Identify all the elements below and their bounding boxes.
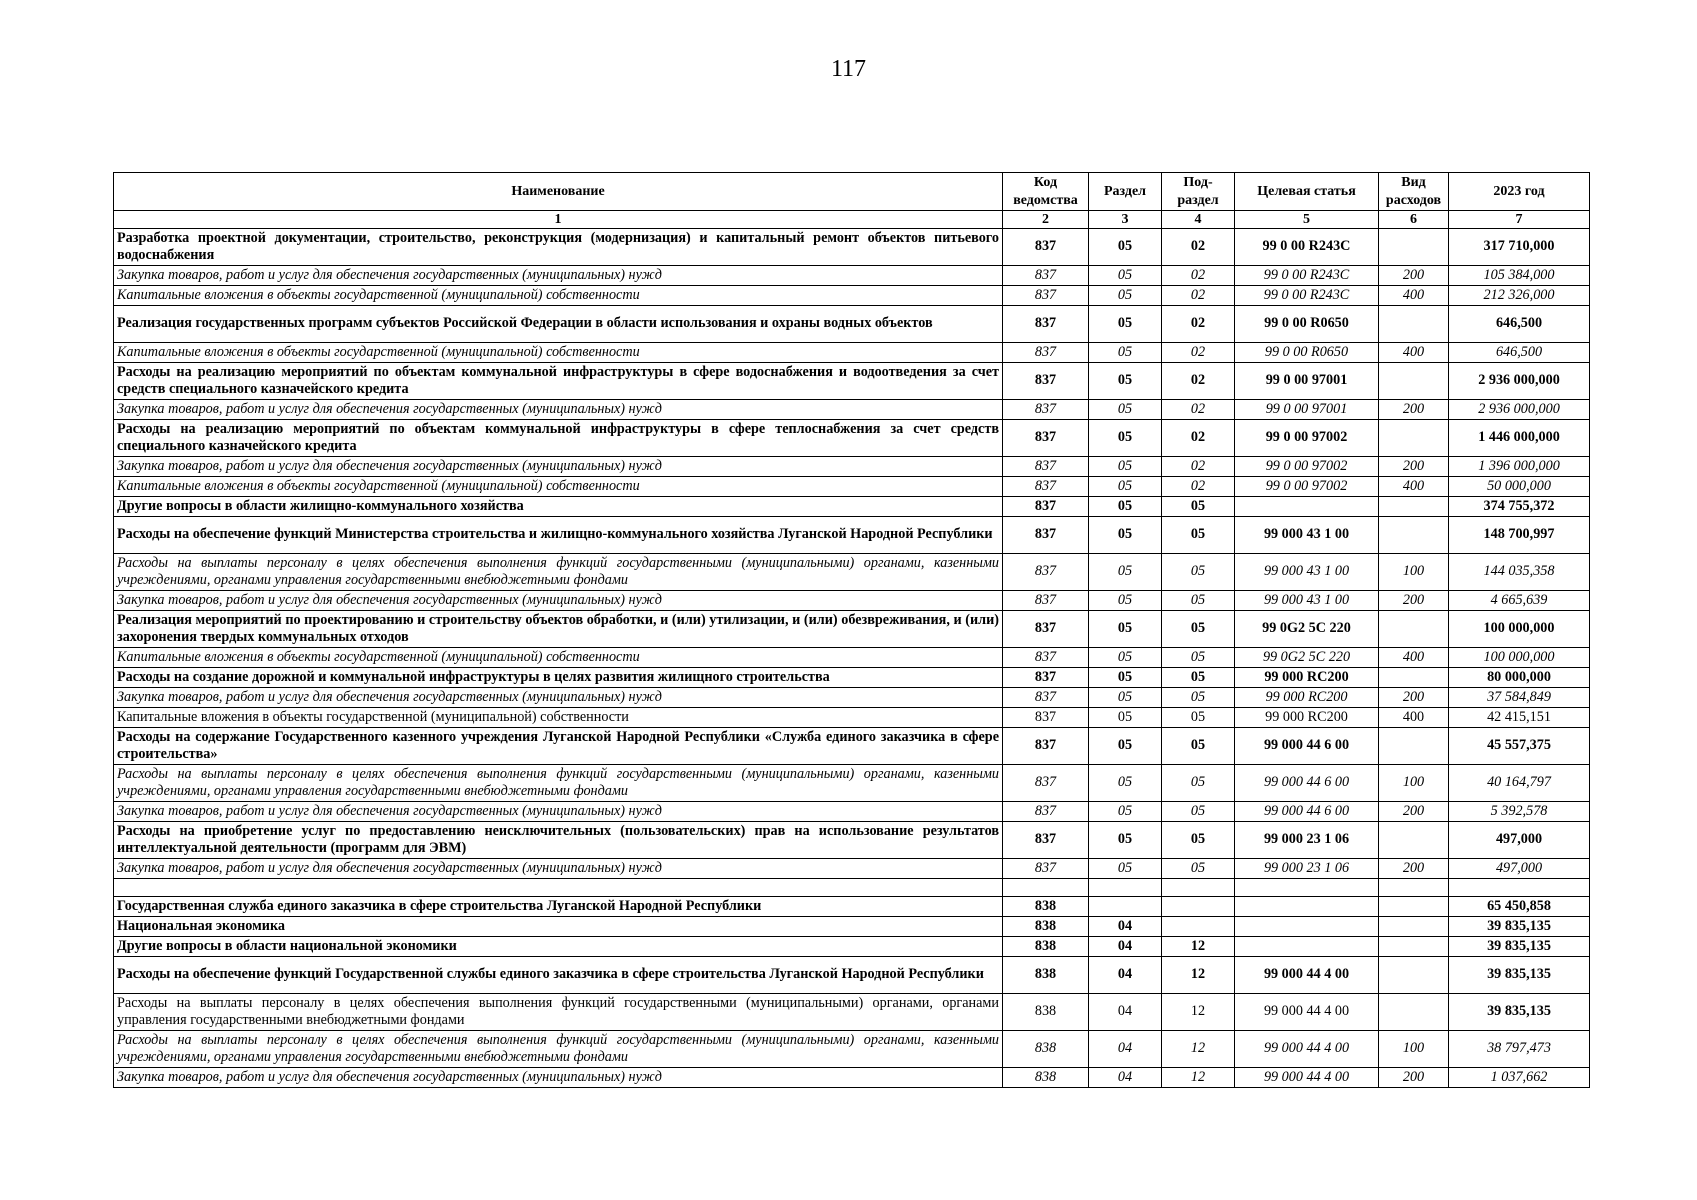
row-expense-type bbox=[1379, 728, 1449, 765]
table-row bbox=[114, 708, 1590, 728]
row-department-code: 837 bbox=[1003, 457, 1089, 477]
row-subsection: 02 bbox=[1162, 306, 1235, 343]
row-department-code: 837 bbox=[1003, 497, 1089, 517]
header-subsection: Под-раздел bbox=[1162, 173, 1235, 211]
table-row bbox=[114, 937, 1590, 957]
row-subsection: 12 bbox=[1162, 1068, 1235, 1088]
row-expense-type: 200 bbox=[1379, 266, 1449, 286]
row-subsection: 05 bbox=[1162, 765, 1235, 802]
row-subsection: 05 bbox=[1162, 591, 1235, 611]
row-section: 05 bbox=[1089, 708, 1162, 728]
header-target-item: Целевая статья bbox=[1235, 173, 1379, 211]
table-row bbox=[114, 420, 1590, 457]
row-name: Капитальные вложения в объекты государственной (муниципальной) собственности bbox=[114, 477, 1003, 497]
row-amount: 39 835,135 bbox=[1449, 957, 1590, 994]
row-subsection: 05 bbox=[1162, 708, 1235, 728]
row-expense-type: 100 bbox=[1379, 1031, 1449, 1068]
row-department-code: 837 bbox=[1003, 286, 1089, 306]
row-amount: 39 835,135 bbox=[1449, 994, 1590, 1031]
row-department-code: 837 bbox=[1003, 517, 1089, 554]
table-row bbox=[114, 497, 1590, 517]
row-target-item: 99 0 00 97002 bbox=[1235, 420, 1379, 457]
table-row bbox=[114, 477, 1590, 497]
row-target-item: 99 000 44 6 00 bbox=[1235, 765, 1379, 802]
row-expense-type bbox=[1379, 822, 1449, 859]
row-amount: 65 450,858 bbox=[1449, 897, 1590, 917]
row-section: 05 bbox=[1089, 477, 1162, 497]
row-section: 05 bbox=[1089, 668, 1162, 688]
row-name: Разработка проектной документации, строительство, реконструкция (модернизация) и капитальный ремонт объектов питьевого водоснабжения bbox=[114, 229, 1003, 266]
row-subsection bbox=[1162, 897, 1235, 917]
header-section: Раздел bbox=[1089, 173, 1162, 211]
row-amount: 317 710,000 bbox=[1449, 229, 1590, 266]
row-expense-type: 400 bbox=[1379, 708, 1449, 728]
row-expense-type bbox=[1379, 306, 1449, 343]
table-row bbox=[114, 1068, 1590, 1088]
row-target-item: 99 000 23 1 06 bbox=[1235, 859, 1379, 879]
row-subsection: 02 bbox=[1162, 343, 1235, 363]
row-target-item: 99 0G2 5C 220 bbox=[1235, 648, 1379, 668]
row-expense-type bbox=[1379, 229, 1449, 266]
row-subsection: 05 bbox=[1162, 668, 1235, 688]
table-row bbox=[114, 229, 1590, 266]
row-target-item: 99 000 RC200 bbox=[1235, 688, 1379, 708]
row-department-code: 838 bbox=[1003, 897, 1089, 917]
row-amount: 39 835,135 bbox=[1449, 937, 1590, 957]
row-subsection: 05 bbox=[1162, 648, 1235, 668]
row-name: Закупка товаров, работ и услуг для обеспечения государственных (муниципальных) нужд bbox=[114, 859, 1003, 879]
row-expense-type bbox=[1379, 363, 1449, 400]
column-number: 6 bbox=[1379, 211, 1449, 229]
table-row bbox=[114, 400, 1590, 420]
row-name: Закупка товаров, работ и услуг для обеспечения государственных (муниципальных) нужд bbox=[114, 400, 1003, 420]
row-amount: 148 700,997 bbox=[1449, 517, 1590, 554]
row-target-item: 99 000 44 6 00 bbox=[1235, 802, 1379, 822]
table-row bbox=[114, 728, 1590, 765]
row-name: Расходы на создание дорожной и коммунальной инфраструктуры в целях развития жилищного строительства bbox=[114, 668, 1003, 688]
row-section: 05 bbox=[1089, 765, 1162, 802]
row-department-code: 837 bbox=[1003, 400, 1089, 420]
row-section bbox=[1089, 897, 1162, 917]
row-target-item: 99 0 00 97002 bbox=[1235, 477, 1379, 497]
row-subsection: 12 bbox=[1162, 957, 1235, 994]
row-department-code: 838 bbox=[1003, 957, 1089, 994]
row-department-code: 837 bbox=[1003, 648, 1089, 668]
row-section: 04 bbox=[1089, 957, 1162, 994]
row-section: 05 bbox=[1089, 400, 1162, 420]
row-department-code: 838 bbox=[1003, 1068, 1089, 1088]
row-name: Закупка товаров, работ и услуг для обеспечения государственных (муниципальных) нужд bbox=[114, 266, 1003, 286]
table-row bbox=[114, 859, 1590, 879]
table-header bbox=[114, 173, 1590, 229]
row-subsection: 12 bbox=[1162, 994, 1235, 1031]
row-target-item: 99 0 00 97002 bbox=[1235, 457, 1379, 477]
row-name bbox=[114, 879, 1003, 897]
row-name: Капитальные вложения в объекты государственной (муниципальной) собственности bbox=[114, 286, 1003, 306]
row-amount: 212 326,000 bbox=[1449, 286, 1590, 306]
row-section: 04 bbox=[1089, 937, 1162, 957]
row-target-item: 99 000 23 1 06 bbox=[1235, 822, 1379, 859]
row-expense-type bbox=[1379, 937, 1449, 957]
row-section: 05 bbox=[1089, 802, 1162, 822]
table-row bbox=[114, 765, 1590, 802]
row-subsection: 05 bbox=[1162, 728, 1235, 765]
row-name: Реализация мероприятий по проектированию и строительству объектов обработки, и (или) утилизации, и (или) обезвреживания, и (или) захоронения твердых коммунальных отходов bbox=[114, 611, 1003, 648]
row-expense-type bbox=[1379, 517, 1449, 554]
row-subsection: 02 bbox=[1162, 477, 1235, 497]
row-department-code: 838 bbox=[1003, 1031, 1089, 1068]
row-section: 05 bbox=[1089, 688, 1162, 708]
table-row bbox=[114, 517, 1590, 554]
row-target-item: 99 0 00 R243C bbox=[1235, 266, 1379, 286]
row-amount: 5 392,578 bbox=[1449, 802, 1590, 822]
row-department-code: 837 bbox=[1003, 822, 1089, 859]
row-expense-type bbox=[1379, 668, 1449, 688]
row-target-item: 99 000 43 1 00 bbox=[1235, 591, 1379, 611]
row-expense-type bbox=[1379, 957, 1449, 994]
row-department-code: 837 bbox=[1003, 591, 1089, 611]
row-subsection: 02 bbox=[1162, 266, 1235, 286]
row-amount: 100 000,000 bbox=[1449, 611, 1590, 648]
row-amount: 37 584,849 bbox=[1449, 688, 1590, 708]
row-target-item: 99 000 44 4 00 bbox=[1235, 957, 1379, 994]
row-name: Закупка товаров, работ и услуг для обеспечения государственных (муниципальных) нужд bbox=[114, 688, 1003, 708]
row-department-code: 837 bbox=[1003, 343, 1089, 363]
table-row bbox=[114, 802, 1590, 822]
row-amount: 4 665,639 bbox=[1449, 591, 1590, 611]
row-subsection: 02 bbox=[1162, 363, 1235, 400]
row-target-item: 99 0 00 R0650 bbox=[1235, 306, 1379, 343]
table-row bbox=[114, 343, 1590, 363]
row-section: 05 bbox=[1089, 306, 1162, 343]
row-amount: 105 384,000 bbox=[1449, 266, 1590, 286]
page-number: 117 bbox=[830, 56, 867, 82]
table-row bbox=[114, 822, 1590, 859]
header-expense-type: Вид расходов bbox=[1379, 173, 1449, 211]
header-year-2023: 2023 год bbox=[1449, 173, 1590, 211]
row-name: Другие вопросы в области жилищно-коммунального хозяйства bbox=[114, 497, 1003, 517]
row-expense-type: 100 bbox=[1379, 765, 1449, 802]
row-department-code bbox=[1003, 879, 1089, 897]
row-target-item bbox=[1235, 497, 1379, 517]
row-expense-type: 400 bbox=[1379, 286, 1449, 306]
row-subsection: 02 bbox=[1162, 286, 1235, 306]
row-section: 05 bbox=[1089, 286, 1162, 306]
table-body bbox=[114, 229, 1590, 1088]
row-subsection: 05 bbox=[1162, 822, 1235, 859]
row-amount: 497,000 bbox=[1449, 859, 1590, 879]
row-department-code: 838 bbox=[1003, 917, 1089, 937]
column-number: 2 bbox=[1003, 211, 1089, 229]
row-target-item: 99 0G2 5C 220 bbox=[1235, 611, 1379, 648]
row-expense-type: 400 bbox=[1379, 648, 1449, 668]
row-amount: 646,500 bbox=[1449, 306, 1590, 343]
row-section: 04 bbox=[1089, 1031, 1162, 1068]
row-target-item: 99 000 RC200 bbox=[1235, 668, 1379, 688]
row-section: 05 bbox=[1089, 497, 1162, 517]
row-section: 04 bbox=[1089, 994, 1162, 1031]
row-name: Расходы на выплаты персоналу в целях обеспечения выполнения функций государственными (муниципальными) органами, казенными учреждениями, органами управления государственными внебюджетными фондами bbox=[114, 1031, 1003, 1068]
row-amount: 1 037,662 bbox=[1449, 1068, 1590, 1088]
table-row bbox=[114, 917, 1590, 937]
row-expense-type bbox=[1379, 497, 1449, 517]
row-amount: 497,000 bbox=[1449, 822, 1590, 859]
row-expense-type: 200 bbox=[1379, 400, 1449, 420]
table-row bbox=[114, 688, 1590, 708]
row-name: Реализация государственных программ субъектов Российской Федерации в области использования и охраны водных объектов bbox=[114, 306, 1003, 343]
table-row bbox=[114, 611, 1590, 648]
table-row bbox=[114, 957, 1590, 994]
row-amount: 80 000,000 bbox=[1449, 668, 1590, 688]
row-amount: 40 164,797 bbox=[1449, 765, 1590, 802]
row-name: Закупка товаров, работ и услуг для обеспечения государственных (муниципальных) нужд bbox=[114, 802, 1003, 822]
budget-table bbox=[113, 172, 1590, 1088]
row-expense-type bbox=[1379, 917, 1449, 937]
column-number: 7 bbox=[1449, 211, 1590, 229]
table-row bbox=[114, 363, 1590, 400]
row-subsection: 05 bbox=[1162, 554, 1235, 591]
row-subsection bbox=[1162, 879, 1235, 897]
row-target-item: 99 000 44 6 00 bbox=[1235, 728, 1379, 765]
row-department-code: 838 bbox=[1003, 937, 1089, 957]
row-department-code: 837 bbox=[1003, 765, 1089, 802]
table-row bbox=[114, 648, 1590, 668]
row-name: Другие вопросы в области национальной экономики bbox=[114, 937, 1003, 957]
row-section: 05 bbox=[1089, 611, 1162, 648]
table-row bbox=[114, 266, 1590, 286]
row-subsection: 05 bbox=[1162, 517, 1235, 554]
row-name: Расходы на реализацию мероприятий по объектам коммунальной инфраструктуры в сфере теплоснабжения за счет средств специального казначейского кредита bbox=[114, 420, 1003, 457]
row-department-code: 837 bbox=[1003, 266, 1089, 286]
row-expense-type: 200 bbox=[1379, 457, 1449, 477]
row-subsection: 02 bbox=[1162, 420, 1235, 457]
row-expense-type: 200 bbox=[1379, 859, 1449, 879]
row-amount: 100 000,000 bbox=[1449, 648, 1590, 668]
row-amount: 374 755,372 bbox=[1449, 497, 1590, 517]
row-section: 05 bbox=[1089, 343, 1162, 363]
row-amount: 646,500 bbox=[1449, 343, 1590, 363]
row-department-code: 837 bbox=[1003, 728, 1089, 765]
row-name: Расходы на содержание Государственного казенного учреждения Луганской Народной Республики «Служба единого заказчика в сфере строительства» bbox=[114, 728, 1003, 765]
row-subsection: 05 bbox=[1162, 688, 1235, 708]
row-expense-type: 200 bbox=[1379, 1068, 1449, 1088]
row-expense-type: 200 bbox=[1379, 802, 1449, 822]
row-name: Расходы на обеспечение функций Министерства строительства и жилищно-коммунального хозяйства Луганской Народной Республики bbox=[114, 517, 1003, 554]
table-row bbox=[114, 668, 1590, 688]
row-amount: 2 936 000,000 bbox=[1449, 400, 1590, 420]
row-section: 05 bbox=[1089, 517, 1162, 554]
row-amount: 50 000,000 bbox=[1449, 477, 1590, 497]
row-name: Закупка товаров, работ и услуг для обеспечения государственных (муниципальных) нужд bbox=[114, 1068, 1003, 1088]
row-department-code: 837 bbox=[1003, 554, 1089, 591]
row-amount: 38 797,473 bbox=[1449, 1031, 1590, 1068]
row-name: Закупка товаров, работ и услуг для обеспечения государственных (муниципальных) нужд bbox=[114, 457, 1003, 477]
row-subsection: 05 bbox=[1162, 802, 1235, 822]
row-section: 05 bbox=[1089, 363, 1162, 400]
row-target-item: 99 0 00 97001 bbox=[1235, 400, 1379, 420]
row-expense-type: 200 bbox=[1379, 591, 1449, 611]
row-target-item: 99 000 44 4 00 bbox=[1235, 1068, 1379, 1088]
row-expense-type: 200 bbox=[1379, 688, 1449, 708]
row-target-item: 99 000 44 4 00 bbox=[1235, 994, 1379, 1031]
row-subsection: 12 bbox=[1162, 937, 1235, 957]
column-number: 1 bbox=[114, 211, 1003, 229]
row-section: 05 bbox=[1089, 266, 1162, 286]
row-amount: 1 396 000,000 bbox=[1449, 457, 1590, 477]
row-section bbox=[1089, 879, 1162, 897]
row-amount: 1 446 000,000 bbox=[1449, 420, 1590, 457]
row-section: 05 bbox=[1089, 859, 1162, 879]
row-department-code: 837 bbox=[1003, 420, 1089, 457]
row-section: 05 bbox=[1089, 591, 1162, 611]
row-subsection: 05 bbox=[1162, 611, 1235, 648]
header-department-code: Код ведомства bbox=[1003, 173, 1089, 211]
table-row bbox=[114, 457, 1590, 477]
table-row bbox=[114, 994, 1590, 1031]
header-name: Наименование bbox=[114, 173, 1003, 211]
row-name: Расходы на реализацию мероприятий по объектам коммунальной инфраструктуры в сфере водоснабжения и водоотведения за счет средств специального казначейского кредита bbox=[114, 363, 1003, 400]
row-department-code: 837 bbox=[1003, 688, 1089, 708]
row-department-code: 837 bbox=[1003, 859, 1089, 879]
row-name: Расходы на обеспечение функций Государственной службы единого заказчика в сфере строительства Луганской Народной Республики bbox=[114, 957, 1003, 994]
row-name: Национальная экономика bbox=[114, 917, 1003, 937]
column-number: 3 bbox=[1089, 211, 1162, 229]
row-expense-type: 100 bbox=[1379, 554, 1449, 591]
row-section: 05 bbox=[1089, 822, 1162, 859]
table-row bbox=[114, 879, 1590, 897]
table-row bbox=[114, 286, 1590, 306]
row-expense-type bbox=[1379, 994, 1449, 1031]
row-department-code: 837 bbox=[1003, 477, 1089, 497]
row-department-code: 837 bbox=[1003, 611, 1089, 648]
row-target-item: 99 0 00 R243C bbox=[1235, 229, 1379, 266]
row-name: Государственная служба единого заказчика в сфере строительства Луганской Народной Республики bbox=[114, 897, 1003, 917]
row-name: Расходы на выплаты персоналу в целях обеспечения выполнения функций государственными (муниципальными) органами, казенными учреждениями, органами управления государственными внебюджетными фондами bbox=[114, 554, 1003, 591]
row-name: Капитальные вложения в объекты государственной (муниципальной) собственности bbox=[114, 343, 1003, 363]
table-row bbox=[114, 1031, 1590, 1068]
row-expense-type bbox=[1379, 611, 1449, 648]
row-target-item bbox=[1235, 879, 1379, 897]
row-expense-type bbox=[1379, 420, 1449, 457]
row-subsection: 02 bbox=[1162, 400, 1235, 420]
column-number: 5 bbox=[1235, 211, 1379, 229]
row-target-item: 99 0 00 R243C bbox=[1235, 286, 1379, 306]
table-row bbox=[114, 306, 1590, 343]
row-department-code: 837 bbox=[1003, 306, 1089, 343]
row-target-item bbox=[1235, 917, 1379, 937]
row-department-code: 838 bbox=[1003, 994, 1089, 1031]
row-amount: 2 936 000,000 bbox=[1449, 363, 1590, 400]
row-target-item: 99 0 00 97001 bbox=[1235, 363, 1379, 400]
row-subsection: 12 bbox=[1162, 1031, 1235, 1068]
table-row bbox=[114, 554, 1590, 591]
row-expense-type: 400 bbox=[1379, 477, 1449, 497]
row-name: Капитальные вложения в объекты государственной (муниципальной) собственности bbox=[114, 648, 1003, 668]
row-target-item: 99 0 00 R0650 bbox=[1235, 343, 1379, 363]
row-expense-type bbox=[1379, 879, 1449, 897]
table-row bbox=[114, 591, 1590, 611]
row-target-item: 99 000 44 4 00 bbox=[1235, 1031, 1379, 1068]
row-target-item: 99 000 43 1 00 bbox=[1235, 554, 1379, 591]
row-section: 04 bbox=[1089, 1068, 1162, 1088]
row-expense-type bbox=[1379, 897, 1449, 917]
row-department-code: 837 bbox=[1003, 668, 1089, 688]
row-department-code: 837 bbox=[1003, 229, 1089, 266]
row-department-code: 837 bbox=[1003, 363, 1089, 400]
row-amount: 144 035,358 bbox=[1449, 554, 1590, 591]
row-amount: 45 557,375 bbox=[1449, 728, 1590, 765]
row-name: Расходы на приобретение услуг по предоставлению неисключительных (пользовательских) прав на использование результатов интеллектуальной деятельности (программ для ЭВМ) bbox=[114, 822, 1003, 859]
column-number: 4 bbox=[1162, 211, 1235, 229]
row-target-item bbox=[1235, 937, 1379, 957]
row-name: Капитальные вложения в объекты государственной (муниципальной) собственности bbox=[114, 708, 1003, 728]
row-department-code: 837 bbox=[1003, 708, 1089, 728]
row-section: 05 bbox=[1089, 648, 1162, 668]
table-row bbox=[114, 897, 1590, 917]
row-subsection: 05 bbox=[1162, 859, 1235, 879]
row-subsection: 02 bbox=[1162, 229, 1235, 266]
row-target-item bbox=[1235, 897, 1379, 917]
row-expense-type: 400 bbox=[1379, 343, 1449, 363]
row-section: 05 bbox=[1089, 229, 1162, 266]
row-amount bbox=[1449, 879, 1590, 897]
row-target-item: 99 000 43 1 00 bbox=[1235, 517, 1379, 554]
row-section: 05 bbox=[1089, 420, 1162, 457]
row-amount: 39 835,135 bbox=[1449, 917, 1590, 937]
row-name: Расходы на выплаты персоналу в целях обеспечения выполнения функций государственными (муниципальными) органами, казенными учреждениями, органами управления государственными внебюджетными фондами bbox=[114, 765, 1003, 802]
row-subsection: 05 bbox=[1162, 497, 1235, 517]
row-section: 04 bbox=[1089, 917, 1162, 937]
row-section: 05 bbox=[1089, 728, 1162, 765]
row-target-item: 99 000 RC200 bbox=[1235, 708, 1379, 728]
row-name: Расходы на выплаты персоналу в целях обеспечения выполнения функций государственными (муниципальными) органами, органами управления государственными внебюджетными фондами bbox=[114, 994, 1003, 1031]
row-name: Закупка товаров, работ и услуг для обеспечения государственных (муниципальных) нужд bbox=[114, 591, 1003, 611]
row-section: 05 bbox=[1089, 554, 1162, 591]
row-subsection bbox=[1162, 917, 1235, 937]
row-subsection: 02 bbox=[1162, 457, 1235, 477]
row-amount: 42 415,151 bbox=[1449, 708, 1590, 728]
row-department-code: 837 bbox=[1003, 802, 1089, 822]
row-section: 05 bbox=[1089, 457, 1162, 477]
